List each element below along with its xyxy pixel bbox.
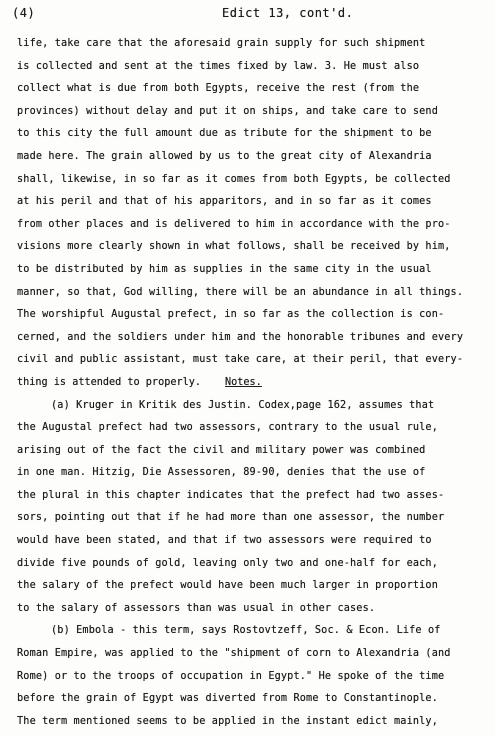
text-line: Rome) or to the troops of occupation in Egypt." He spoke of the time [17,670,445,682]
text-line: from other places and is delivered to him in accordance with the pro- [17,218,451,230]
text-line: thing is attended to properly. [17,376,202,388]
paragraph-main [17,33,487,395]
note-a [17,395,487,621]
text-line: is collected and sent at the times fixed by law. 3. He must also [17,60,420,72]
note-b-first-line: (b) Embola - this term, says Rostovtzeff, Soc. & Econ. Life of [51,625,441,637]
text-line: made here. The grain allowed by us to the great city of Alexandria [17,150,432,162]
page-number: (4) [12,6,36,20]
note-a-first-line: (a) Kruger in Kritik des Justin. Codex,page 162, assumes that [51,399,435,411]
notes-heading: Notes. [225,376,262,388]
text-line: The term mentioned seems to be applied in the instant edict mainly, [17,715,438,727]
text-line: in one man. Hitzig, Die Assessoren, 89-90, denies that the use of [17,467,426,479]
text-line: cerned, and the soldiers under him and the honorable tribunes and every [17,331,464,343]
text-line: divide five pounds of gold, leaving only two and one-half for each, [17,557,438,569]
page-header [12,6,483,26]
text-line: before the grain of Egypt was diverted from Rome to Constantinople. [17,693,438,705]
text-line: to the salary of assessors than was usual in other cases. [17,602,376,614]
text-line: manner, so that, God willing, there will be an abundance in all things. [17,286,464,298]
text-line: Roman Empire, was applied to the "shipment of corn to Alexandria (and [17,648,451,660]
text-line-with-heading [17,372,487,395]
text-line: at his peril and that of his apparitors, and in so far as it comes [17,196,432,208]
text-line: life, take care that the aforesaid grain supply for such shipment [17,38,426,49]
text-line: collect what is due from both Egypts, receive the rest (from the [17,83,420,95]
text-line: to this city the full amount due as tribute for the shipment to be [17,128,432,140]
page-title: Edict 13, cont'd. [222,6,354,20]
text-line: the salary of the prefect would have been much larger in proportion [17,580,438,592]
text-line: the plural in this chapter indicates that the prefect had two asses- [17,489,445,501]
document-body [17,33,487,733]
text-line: provinces) without delay and put it on ships, and take care to send [17,105,438,117]
text-line: sors, pointing out that if he had more than one assessor, the number [17,512,445,524]
text-line: The worshipful Augustal prefect, in so far as the collection is con- [17,309,445,321]
text-line: arising out of the fact the civil and military power was combined [17,444,426,456]
text-line: the Augustal prefect had two assessors, contrary to the usual rule, [17,422,438,434]
text-line: visions more clearly shown in what follows, shall be received by him, [17,241,451,253]
note-b [17,620,487,733]
text-line: to be distributed by him as supplies in the same city in the usual [17,263,432,275]
text-line: civil and public assistant, must take care, at their peril, that every- [17,354,464,366]
text-line: shall, likewise, in so far as it comes from both Egypts, be collected [17,173,451,185]
text-line: would have been stated, and that if two assessors were required to [17,535,432,547]
